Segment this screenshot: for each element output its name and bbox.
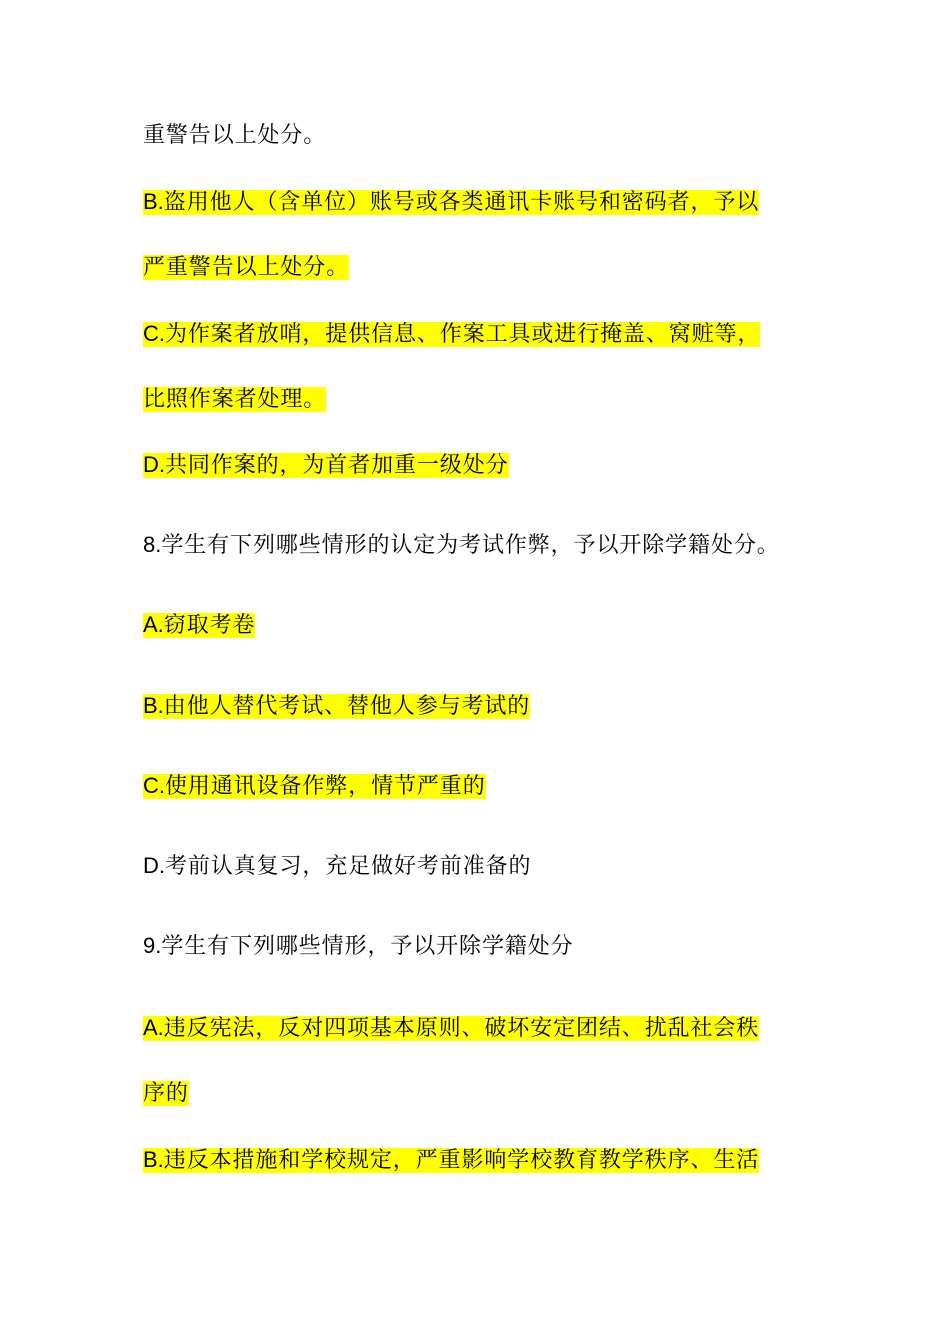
text-line [143, 253, 349, 283]
line-text: 违反本措施和学校规定，严重影响学校教育教学秩序、生活 [163, 1148, 760, 1173]
option-prefix: D. [143, 853, 165, 878]
option-prefix: B. [143, 189, 164, 214]
text-line [143, 1079, 189, 1109]
option-prefix: C. [143, 773, 165, 798]
line-text: 学生有下列哪些情形的认定为考试作弊，予以开除学籍处分。 [161, 533, 780, 558]
question-number: 9. [143, 933, 162, 958]
line-text: 学生有下列哪些情形，予以开除学籍处分 [161, 934, 574, 959]
line-text: 重警告以上处分。 [143, 123, 327, 148]
line-text: 共同作案的，为首者加重一级处分 [165, 453, 509, 478]
highlighted-text [143, 453, 509, 478]
option-line [143, 691, 530, 722]
line-text: 窃取考卷 [163, 613, 256, 638]
option-prefix: A. [143, 1015, 164, 1040]
option-prefix: B. [143, 693, 164, 718]
line-text: 盗用他人（含单位）账号或各类通讯卡账号和密码者，予以 [163, 190, 760, 215]
highlighted-text: 序的 [143, 1081, 189, 1106]
question-line [143, 530, 780, 561]
highlighted-text [143, 694, 530, 719]
option-line [143, 1145, 759, 1176]
line-text: 由他人替代考试、替他人参与考试的 [163, 694, 531, 719]
option-line [143, 187, 759, 218]
option-prefix: A. [143, 612, 164, 637]
highlighted-text [143, 774, 486, 799]
text-line [143, 121, 326, 151]
highlighted-text [143, 322, 760, 347]
option-line [143, 771, 486, 802]
option-line [143, 851, 531, 882]
option-prefix: B. [143, 1147, 164, 1172]
line-text: 考前认真复习，充足做好考前准备的 [165, 854, 532, 879]
option-line [143, 450, 509, 481]
option-prefix: C. [143, 321, 165, 346]
highlighted-text [143, 1148, 759, 1173]
highlighted-text: 严重警告以上处分。 [143, 255, 350, 280]
question-line [143, 931, 574, 962]
line-text: 使用通讯设备作弊，情节严重的 [165, 774, 486, 799]
highlighted-text: 比照作案者处理。 [143, 387, 327, 412]
line-text: 违反宪法，反对四项基本原则、破坏安定团结、扰乱社会秩 [163, 1016, 760, 1041]
line-text: 为作案者放哨，提供信息、作案工具或进行掩盖、窝赃等， [165, 322, 761, 347]
highlighted-text [143, 190, 759, 215]
option-line [143, 610, 255, 641]
highlighted-text [143, 1016, 759, 1041]
option-line [143, 319, 760, 350]
option-prefix: D. [143, 452, 165, 477]
question-number: 8. [143, 532, 162, 557]
text-line [143, 385, 326, 415]
option-line [143, 1013, 759, 1044]
highlighted-text [143, 613, 255, 638]
